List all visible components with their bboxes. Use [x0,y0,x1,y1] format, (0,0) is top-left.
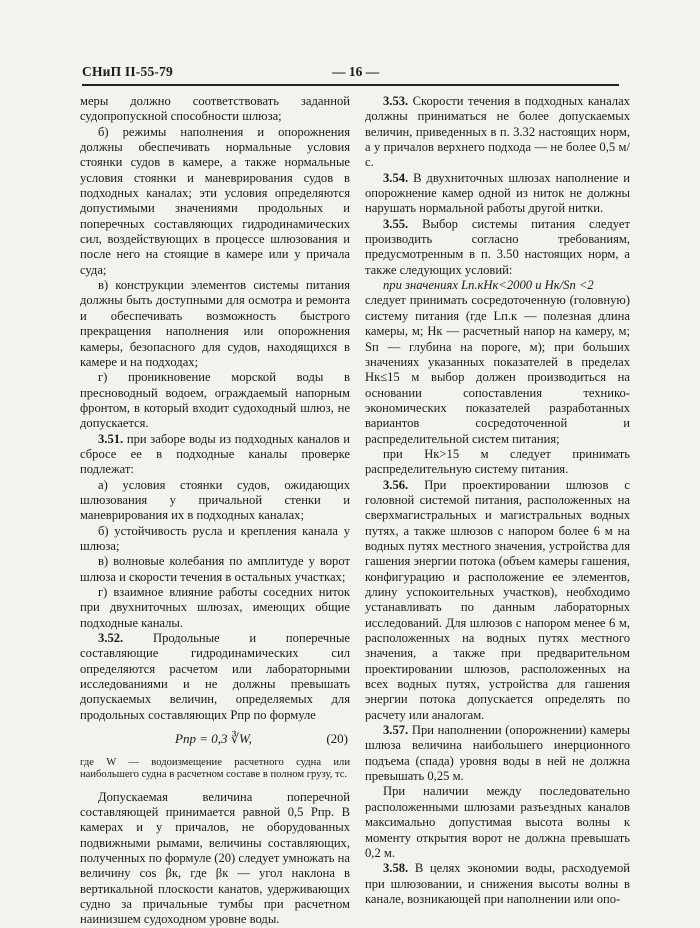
left-column [80,94,350,928]
paragraph: а) условия стоянки судов, ожидающих шлюзования у причальной стенки и маневрирования их в подходных каналах; [80,477,350,523]
paragraph-3-52: 3.52. Продольные и поперечные составляющие гидродинамических сил определяются расчетом или лабораторными исследованиями и не должны превышать допускаемых величин, определяемых для продольных составляющих Pпр по формуле [80,631,350,722]
paragraph: в) конструкции элементов системы питания должны быть доступными для осмотра и ремонта и обеспечивать возможность быстрого прекращения наполнения или опорожнения камеры, безопасного для судов, находящихся в камере и на подходах; [80,278,350,369]
paragraph-3-54: 3.54. В двухниточных шлюзах наполнение и опорожнение камер одной из ниток не должны нарушать нормальной работы другой нитки. [365,170,630,216]
paragraph: Допускаемая величина поперечной составляющей принимается равной 0,5 Pпр. В камерах и у причалов, не оборудованных подвижными рымами, величины составляющих, полученных по формуле (20) следует умножать на величину cos βк, где βк — угол наклона в вертикальной плоскости канатов, удерживающих судно за причальные тумбы при расчетном наинизшем судоходном уровне воды. [80,789,350,927]
section-number: 3.52. [98,631,124,646]
formula-20 [80,729,350,751]
paragraph: в) волновые колебания по амплитуде у ворот шлюза и скорости течения в остальных участках; [80,554,350,584]
paragraph-3-55: 3.55. Выбор системы питания следует производить согласно требованиям, предусмотренным в п. 3.50 настоящих норм, а также следующих условий: [365,216,630,277]
section-number: 3.53. [383,94,409,108]
section-number: 3.51. [98,431,124,446]
formula-note: где W — водоизмещение расчетного судна или наибольшего судна в расчетном составе в полном грузу, тс. [80,757,350,781]
page-header [82,62,619,84]
condition-formula: при значениях Lп.кHк<2000 и Hк/Sп <2 [383,278,594,293]
header-divider [82,84,619,86]
document-code: СНиП II-55-79 [82,64,174,79]
formula-expression: Pпр = 0,3 ∛W, [175,731,252,747]
paragraph: меры должно соответствовать заданной судопропускной способности шлюза; [80,94,350,124]
paragraph: следует принимать сосредоточенную (головную) систему питания (где Lп.к — полезная длина камеры, м; Hк — расчетный напор на камеру, м; Sп — глубина на пороге, м); при больших значениях указанных показателей в пределах Hк≤15 м выбор должен производиться на основании сопоставления технико-экономических показателей разработанных вариантов сосредоточенной и распределительной систем питания; [365,293,630,446]
paragraph: г) взаимное влияние работы соседних ниток при двухниточных шлюзах, имеющих общие подходные каналы. [80,585,350,630]
page-number: — 16 — [332,64,380,79]
paragraph-3-53: 3.53. Скорости течения в подходных каналах должны приниматься не более допускаемых величин, приведенных в п. 3.32 настоящих норм, а у причалов верхнего подхода — не более 0,5 м/с. [365,94,630,170]
paragraph-3-58: 3.58. В целях экономии воды, расходуемой при шлюзовании, и снижения высоты волны в канале, возникающей при наполнении или опо- [365,861,630,906]
section-number: 3.54. [383,170,409,185]
paragraph: г) проникновение морской воды в пресноводный водоем, ограждаемый напорным фронтом, в который входит судоходный шлюз, не допускается. [80,370,350,431]
paragraph-3-56: 3.56. При проектировании шлюзов с головной системой питания, расположенных на сверхмагистральных и магистральных водных путях, а также шлюзов с напором более 6 м на водных путях местного значения, устройства для гашения энергии потока (объем камеры гашения, конфигурацию и расположение ее элементов, длину успокоительных участков), необходимо устанавливать по данным лабораторных исследований. Для шлюзов с напором менее 6 м, расположенных на водных путях местного значения, а также при предварительном проектировании шлюзов, расположенных на всех водных путях, устройства для гашения энергии потока допускается определять по расчету или аналогам. [365,477,630,722]
section-number: 3.56. [383,477,409,492]
paragraph: При наличии между последовательно расположенными шлюзами разъездных каналов максимально допустимая высота волны к моменту открытия ворот не должна превышать 0,2 м. [365,784,630,860]
section-number: 3.57. [383,723,409,738]
section-number: 3.58. [383,861,409,876]
paragraph: б) режимы наполнения и опорожнения должны обеспечивать нормальные условия стоянки судов в камере, а также нормальные условия стоянки и маневрирования судов в подходных каналах; эти условия определяются допустимыми значениями продольных и поперечных составляющих гидродинамических сил, воздействующих в процессе шлюзования и после него на стоящие в камере или у причала суда; [80,124,350,277]
paragraph-3-57: 3.57. При наполнении (опорожнении) камеры шлюза величина наибольшего инерционного подъема (спада) уровня воды в ней не должна превышать 0,25 м. [365,723,630,784]
formula-number: (20) [326,731,348,747]
section-number: 3.55. [383,216,409,231]
paragraph: при Hк>15 м следует принимать распределительную систему питания. [365,446,630,477]
paragraph: б) устойчивость русла и крепления канала у шлюза; [80,523,350,553]
right-column [365,94,630,907]
paragraph-3-51: 3.51. при заборе воды из подходных каналов и сбросе ее в подходные каналы проверке подлежат: [80,431,350,477]
